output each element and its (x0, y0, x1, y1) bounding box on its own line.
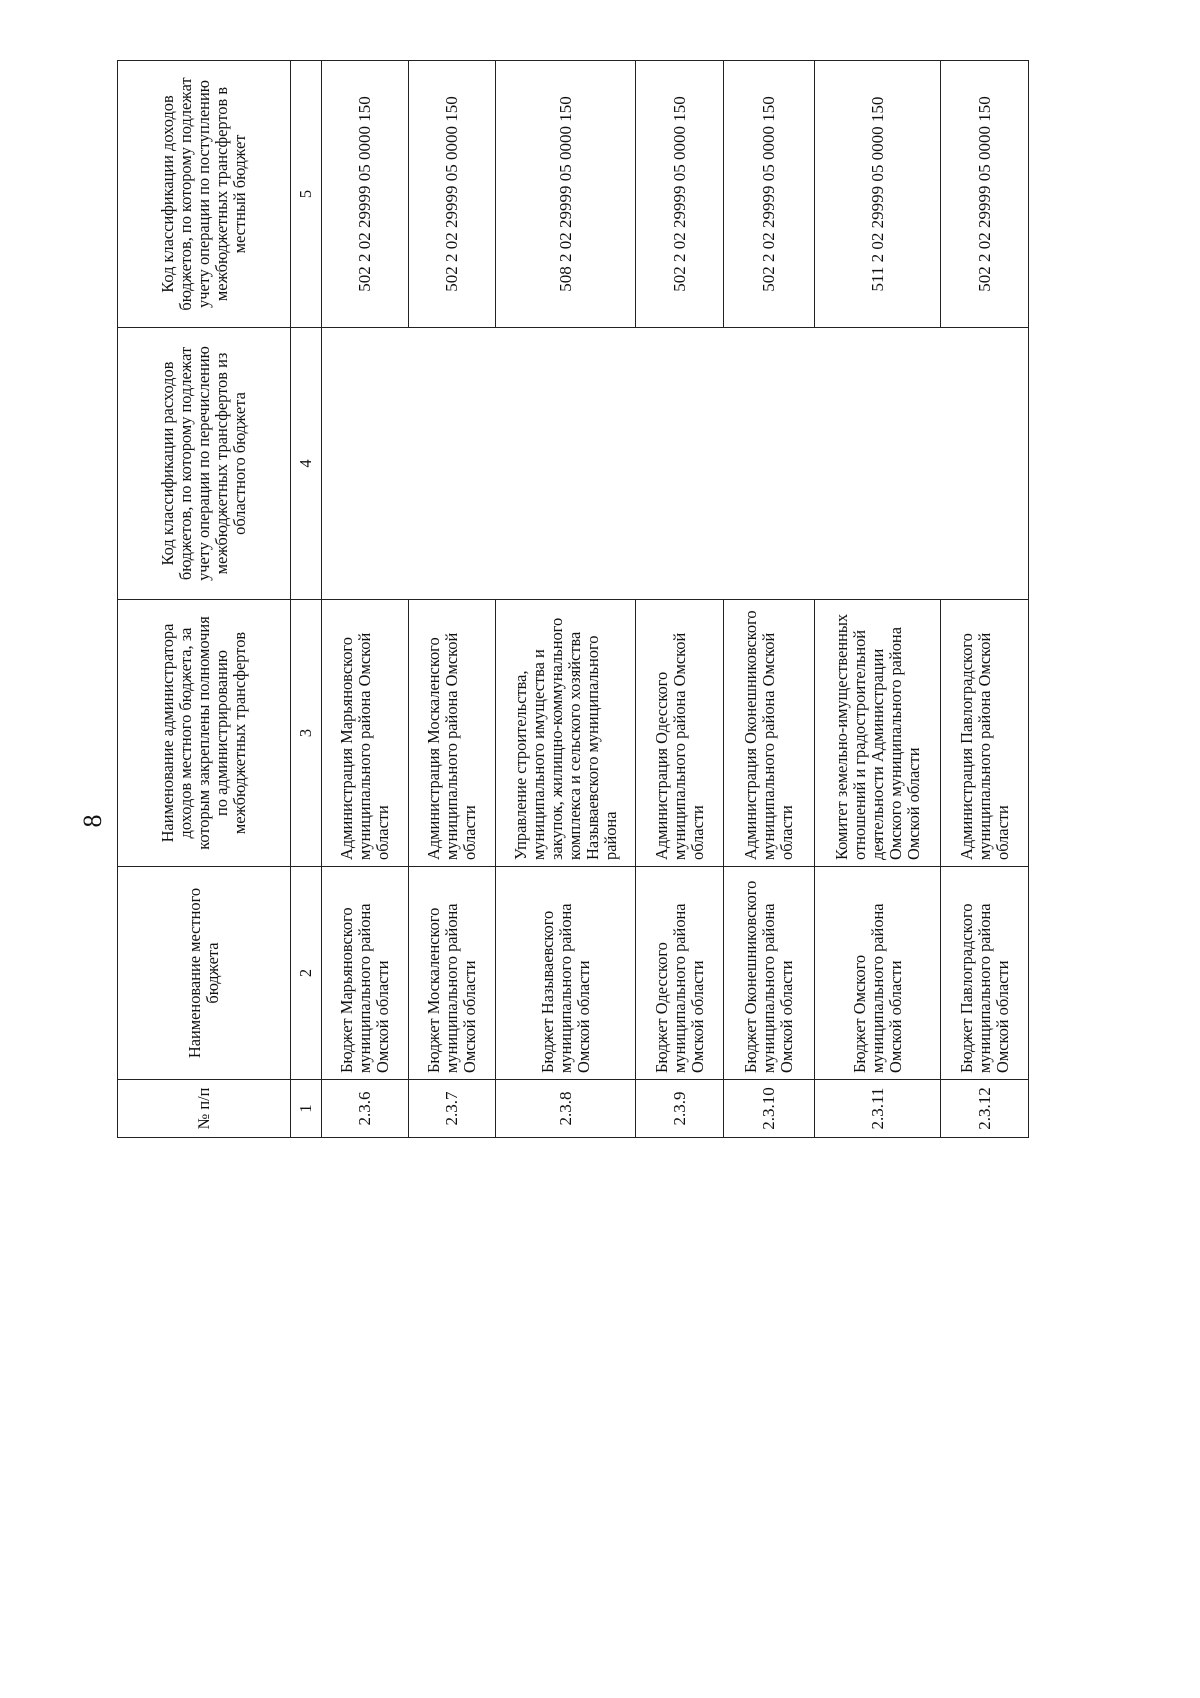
transfers-table (117, 60, 1029, 1138)
row-num: 2.3.10 (724, 1080, 815, 1138)
table-row (322, 61, 409, 1138)
row-expense-code (322, 328, 409, 600)
row-expense-code (409, 328, 496, 600)
table-row (496, 61, 636, 1138)
column-number: 4 (291, 328, 322, 600)
row-expense-code (724, 328, 815, 600)
column-number-row (291, 61, 322, 1138)
row-budget: Бюджет Омского муниципального района Омской области (815, 867, 941, 1080)
row-income-code: 511 2 02 29999 05 0000 150 (815, 61, 941, 328)
header-expense-code: Код классификации расходов бюджетов, по которому подлежат учету операции по перечислению межбюджетных трансфертов из областного бюджета (118, 328, 291, 600)
row-administrator: Администрация Москаленского муниципального района Омской области (409, 600, 496, 867)
column-number: 5 (291, 61, 322, 328)
row-income-code: 502 2 02 29999 05 0000 150 (322, 61, 409, 328)
header-row (118, 61, 291, 1138)
page-number: 8 (78, 814, 107, 828)
rotated-table-container (117, 61, 1067, 1138)
row-num: 2.3.12 (941, 1080, 1029, 1138)
row-num: 2.3.7 (409, 1080, 496, 1138)
row-income-code: 502 2 02 29999 05 0000 150 (409, 61, 496, 328)
row-expense-code (815, 328, 941, 600)
row-num: 2.3.6 (322, 1080, 409, 1138)
row-administrator: Администрация Оконешниковского муниципального района Омской области (724, 600, 815, 867)
row-budget: Бюджет Одесского муниципального района Омской области (636, 867, 724, 1080)
row-expense-code (941, 328, 1029, 600)
row-income-code: 502 2 02 29999 05 0000 150 (941, 61, 1029, 328)
row-budget: Бюджет Москаленского муниципального района Омской области (409, 867, 496, 1080)
header-num: № п/п (118, 1080, 291, 1138)
header-administrator: Наименование администратора доходов местного бюджета, за которым закреплены полномочия по администрированию межбюджетных трансфертов (118, 600, 291, 867)
column-number: 1 (291, 1080, 322, 1138)
row-income-code: 502 2 02 29999 05 0000 150 (636, 61, 724, 328)
row-administrator: Администрация Марьяновского муниципального района Омской области (322, 600, 409, 867)
row-expense-code (636, 328, 724, 600)
column-number: 3 (291, 600, 322, 867)
row-num: 2.3.9 (636, 1080, 724, 1138)
row-budget: Бюджет Оконешниковского муниципального района Омской области (724, 867, 815, 1080)
row-administrator: Управление строительства, муниципального имущества и закупок, жилищно-коммунального комплекса и сельского хозяйства Называевского муниципального района (496, 600, 636, 867)
row-income-code: 508 2 02 29999 05 0000 150 (496, 61, 636, 328)
column-number: 2 (291, 867, 322, 1080)
row-budget: Бюджет Марьяновского муниципального района Омской области (322, 867, 409, 1080)
row-administrator: Комитет земельно-имущественных отношений и градостроительной деятельности Администрации Омского муниципального района Омской области (815, 600, 941, 867)
table-row (724, 61, 815, 1138)
row-income-code: 502 2 02 29999 05 0000 150 (724, 61, 815, 328)
table-row (409, 61, 496, 1138)
header-budget: Наименование местного бюджета (118, 867, 291, 1080)
table-row (636, 61, 724, 1138)
table-row (815, 61, 941, 1138)
row-num: 2.3.11 (815, 1080, 941, 1138)
row-budget: Бюджет Называевского муниципального района Омской области (496, 867, 636, 1080)
header-income-code: Код классификации доходов бюджетов, по которому подлежат учету операции по поступлению межбюджетных трансфертов в местный бюджет (118, 61, 291, 328)
row-num: 2.3.8 (496, 1080, 636, 1138)
row-administrator: Администрация Одесского муниципального района Омской области (636, 600, 724, 867)
row-administrator: Администрация Павлоградского муниципального района Омской области (941, 600, 1029, 867)
row-expense-code (496, 328, 636, 600)
table-row (941, 61, 1029, 1138)
row-budget: Бюджет Павлоградского муниципального района Омской области (941, 867, 1029, 1080)
